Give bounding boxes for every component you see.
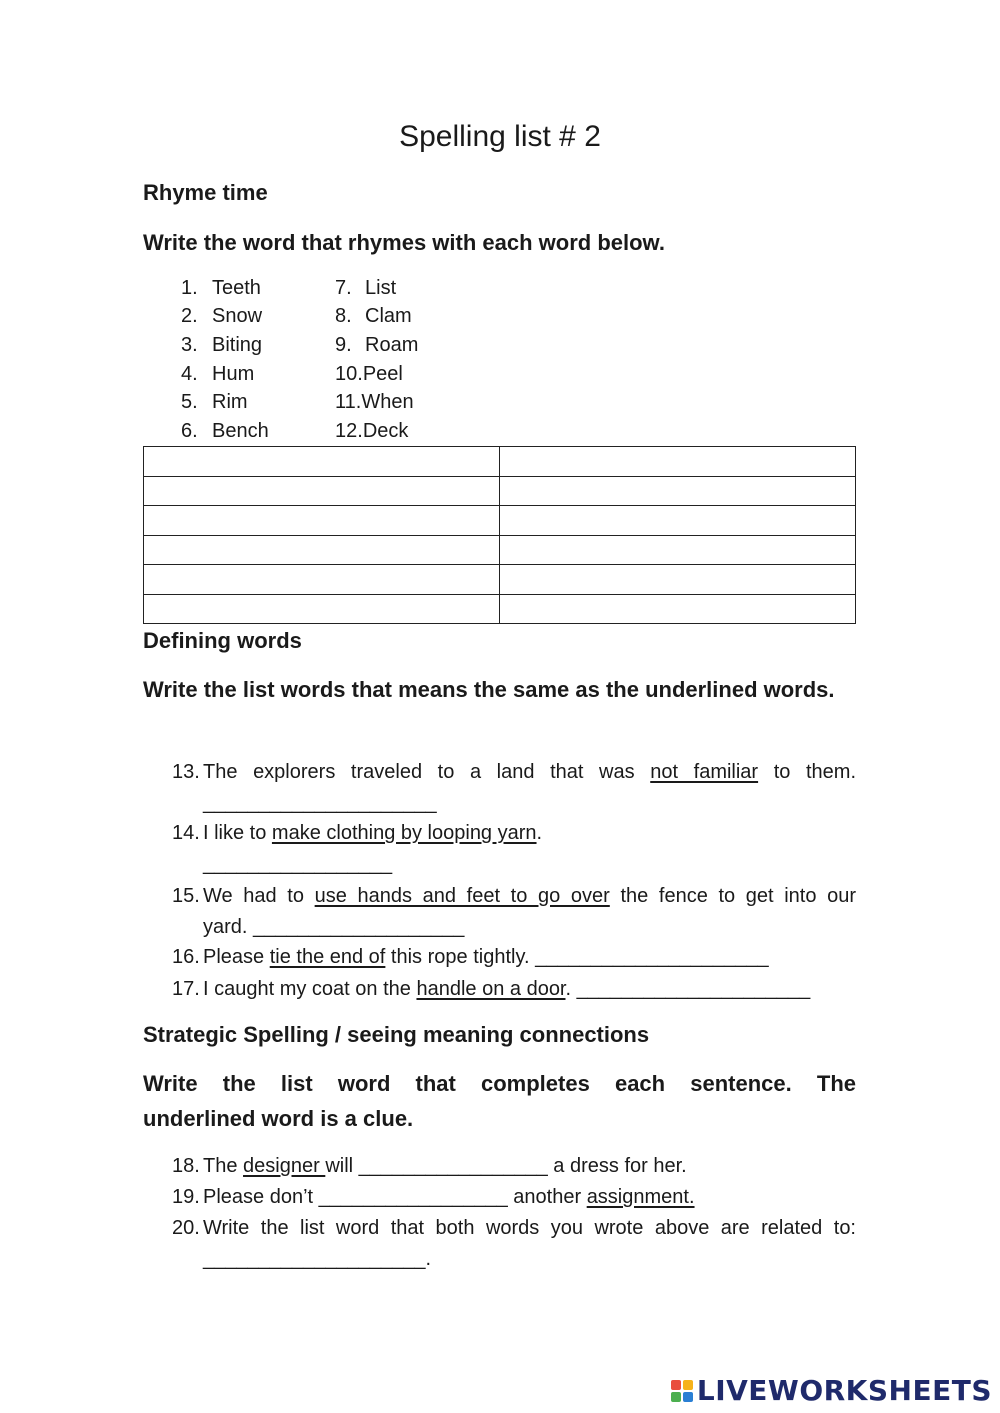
question-number: 14.: [172, 822, 200, 844]
question-number: 18.: [172, 1155, 200, 1177]
defining-heading: Defining words: [143, 628, 302, 653]
question-text: I like to make clothing by looping yarn.: [203, 822, 543, 844]
question-number: 16.: [172, 946, 200, 968]
table-row: [144, 594, 856, 624]
table-row: [144, 535, 856, 565]
list-item: 12.Deck: [335, 420, 409, 442]
list-item: 11.When: [335, 391, 414, 413]
answer-cell[interactable]: [144, 476, 500, 506]
strategic-instruction-line2: underlined word is a clue.: [143, 1106, 414, 1131]
answer-blank[interactable]: _____________________: [203, 792, 437, 814]
table-row: [144, 565, 856, 595]
rhyme-instruction: Write the word that rhymes with each word below.: [143, 230, 665, 255]
answer-cell[interactable]: [500, 506, 856, 536]
answer-blank[interactable]: ____________________: [203, 1248, 426, 1270]
logo-mark-icon: [671, 1380, 693, 1402]
question-text: The explorers traveled to a land that was not familiar to them.: [203, 761, 857, 783]
list-item: 3. Biting: [181, 334, 263, 356]
answer-blank[interactable]: _________________: [203, 853, 393, 875]
question-text: The designer will _________________ a dress for her.: [203, 1155, 687, 1177]
question-18: [172, 1151, 856, 1182]
answer-blank[interactable]: _____________________: [576, 978, 811, 1000]
strategic-heading: Strategic Spelling / seeing meaning connections: [143, 1022, 650, 1047]
question-13: [172, 757, 856, 819]
list-item: 1. Teeth: [181, 277, 261, 299]
list-item: 10.Peel: [335, 363, 403, 385]
question-20: [172, 1213, 856, 1275]
answer-cell[interactable]: [144, 447, 500, 477]
question-number: 15.: [172, 885, 200, 907]
list-item: 6. Bench: [181, 420, 269, 442]
answer-cell[interactable]: [144, 565, 500, 595]
question-17: [172, 974, 856, 1005]
rhyme-heading: Rhyme time: [143, 180, 268, 205]
answer-blank[interactable]: _____________________: [535, 946, 769, 968]
answer-cell[interactable]: [144, 506, 500, 536]
answer-table: [143, 446, 856, 624]
table-row: [144, 506, 856, 536]
question-text-cont: yard. ___________________: [203, 916, 465, 938]
question-16: [172, 942, 856, 973]
answer-blank[interactable]: ___________________: [253, 916, 465, 938]
answer-cell[interactable]: [144, 594, 500, 624]
question-text: Please tie the end of this rope tightly. _____________________: [203, 946, 769, 968]
question-15: [172, 881, 856, 943]
answer-cell[interactable]: [500, 476, 856, 506]
question-number: 20.: [172, 1217, 200, 1239]
question-text-cont: ____________________.: [203, 1248, 432, 1270]
list-item: 9. Roam: [335, 334, 419, 356]
list-item: 8. Clam: [335, 305, 412, 327]
question-number: 17.: [172, 978, 200, 1000]
page-title: Spelling list # 2: [399, 120, 601, 153]
answer-cell[interactable]: [144, 535, 500, 565]
answer-cell[interactable]: [500, 565, 856, 595]
liveworksheets-logo: [671, 1374, 992, 1407]
logo-text: LIVEWORKSHEETS: [696, 1374, 992, 1407]
question-text: We had to use hands and feet to go over the fence to get into our: [203, 885, 857, 907]
question-14: [172, 818, 856, 880]
question-text: I caught my coat on the handle on a door. _____________________: [203, 978, 811, 1000]
answer-blank[interactable]: _________________: [318, 1186, 508, 1208]
list-item: 7. List: [335, 277, 397, 299]
question-number: 19.: [172, 1186, 200, 1208]
table-row: [144, 447, 856, 477]
answer-cell[interactable]: [500, 447, 856, 477]
question-text: Write the list word that both words you wrote above are related to:: [203, 1217, 856, 1239]
answer-cell[interactable]: [500, 535, 856, 565]
question-number: 13.: [172, 761, 200, 783]
defining-instruction: Write the list words that means the same as the underlined words.: [143, 677, 835, 702]
answer-blank[interactable]: _________________: [358, 1155, 548, 1177]
question-19: [172, 1182, 856, 1213]
question-text: Please don’t _________________ another assignment.: [203, 1186, 695, 1208]
answer-cell[interactable]: [500, 594, 856, 624]
list-item: 5. Rim: [181, 391, 248, 413]
strategic-instruction-line1: Write the list word that completes each sentence. The: [143, 1071, 856, 1096]
table-row: [144, 476, 856, 506]
list-item: 4. Hum: [181, 363, 255, 385]
list-item: 2. Snow: [181, 305, 263, 327]
